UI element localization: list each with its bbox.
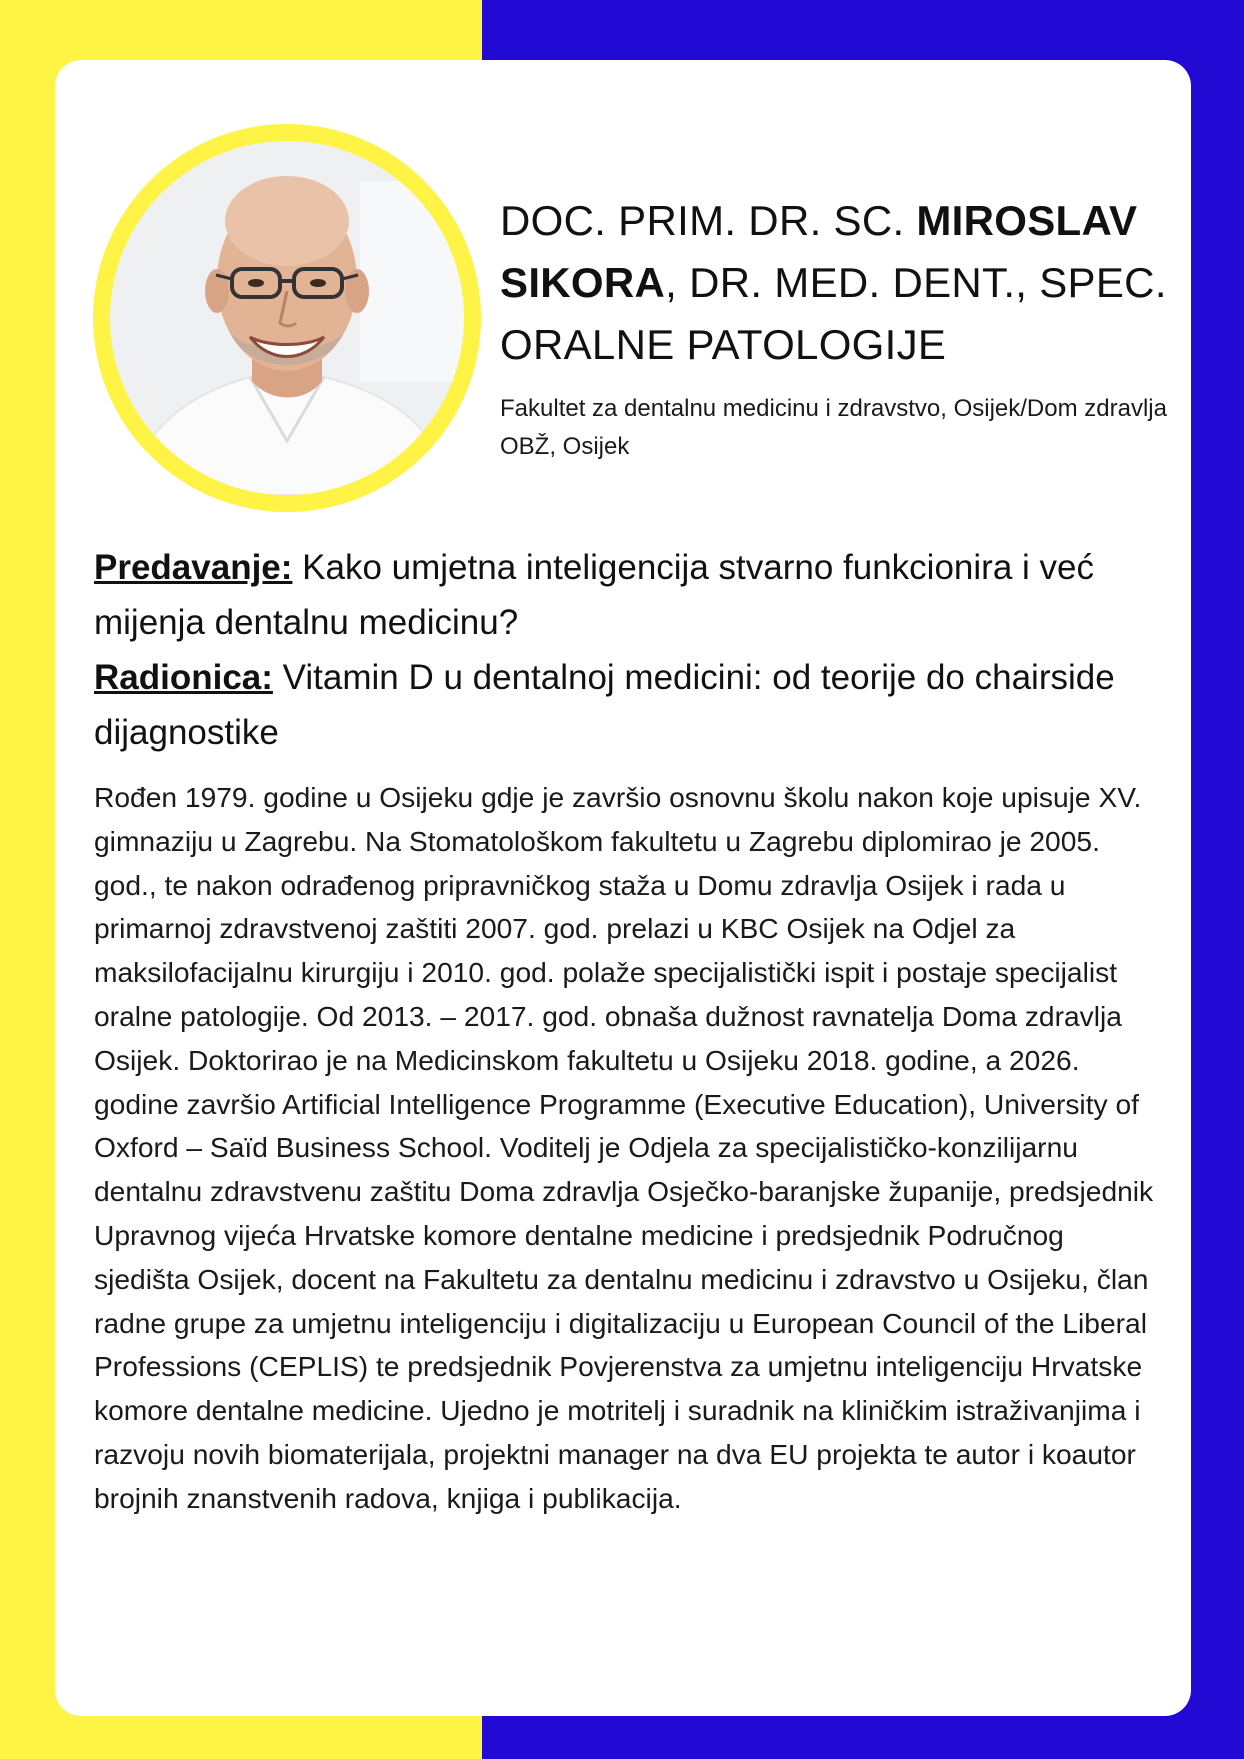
speaker-portrait-illustration — [110, 141, 464, 495]
speaker-affiliation: Fakultet za dentalnu medicinu i zdravstvo, Osijek/Dom zdravlja OBŽ, Osijek — [500, 395, 1167, 460]
lecture-title: Kako umjetna inteligencija stvarno funkcionira i već mijenja dentalnu medicinu? — [94, 548, 1094, 642]
workshop-label: Radionica: — [94, 658, 273, 697]
title-suffix: , DR. MED. DENT., SPEC. ORALNE PATOLOGIJE — [500, 259, 1167, 368]
speaker-title — [500, 190, 1170, 376]
workshop-title: Vitamin D u dentalnoj medicini: od teorije do chairside dijagnostike — [94, 658, 1115, 752]
speaker-biography: Rođen 1979. godine u Osijeku gdje je završio osnovnu školu nakon koje upisuje XV. gimnaziju u Zagrebu. Na Stomatološkom fakultetu u Zagrebu diplomirao je 2005. god., te nakon odrađenog pripravničkog staža u Domu zdravlja Osijek i rada u primarnoj zdravstvenoj zaštiti 2007. god. prelazi u KBC Osijek na Odjel za maksilofacijalnu kirurgiju i 2010. god. polaže specijalistički ispit i postaje specijalist oralne patologije. Od 2013. – 2017. god. obnaša dužnost ravnatelja Doma zdravlja Osijek. Doktorirao je na Medicinskom fakultetu u Osijeku 2018. godine, a 2026. godine završio Artificial Intelligence Programme (Executive Education), University of Oxford – Saïd Business School. Voditelj je Odjela za specijalističko-konzilijarnu dentalnu zdravstvenu zaštitu Doma zdravlja Osječko-baranjske županije, predsjednik Upravnog vijeća Hrvatske komore dentalne medicine i predsjednik Područnog sjedišta Osijek, docent na Fakultetu za dentalnu medicinu i zdravstvo u Osijeku, član radne grupe za umjetnu inteligenciju i digitalizaciju u European Council of the Liberal Professions (CEPLIS) te predsjednik Povjerenstva za umjetnu inteligenciju Hrvatske komore dentalne medicine. Ujedno je motritelj i suradnik na kliničkim istraživanjima i razvoju novih biomaterijala, projektni manager na dva EU projekta te autor i koautor brojnih znanstvenih radova, knjiga i publikacija. — [94, 781, 1154, 1514]
lecture-line — [94, 540, 1184, 650]
workshop-line — [94, 650, 1184, 760]
speaker-name: MIROSLAV SIKORA — [500, 197, 1138, 306]
sessions-block — [94, 540, 1184, 760]
title-prefix: DOC. PRIM. DR. SC. — [500, 197, 917, 244]
speaker-photo — [110, 141, 464, 495]
lecture-label: Predavanje: — [94, 548, 293, 587]
